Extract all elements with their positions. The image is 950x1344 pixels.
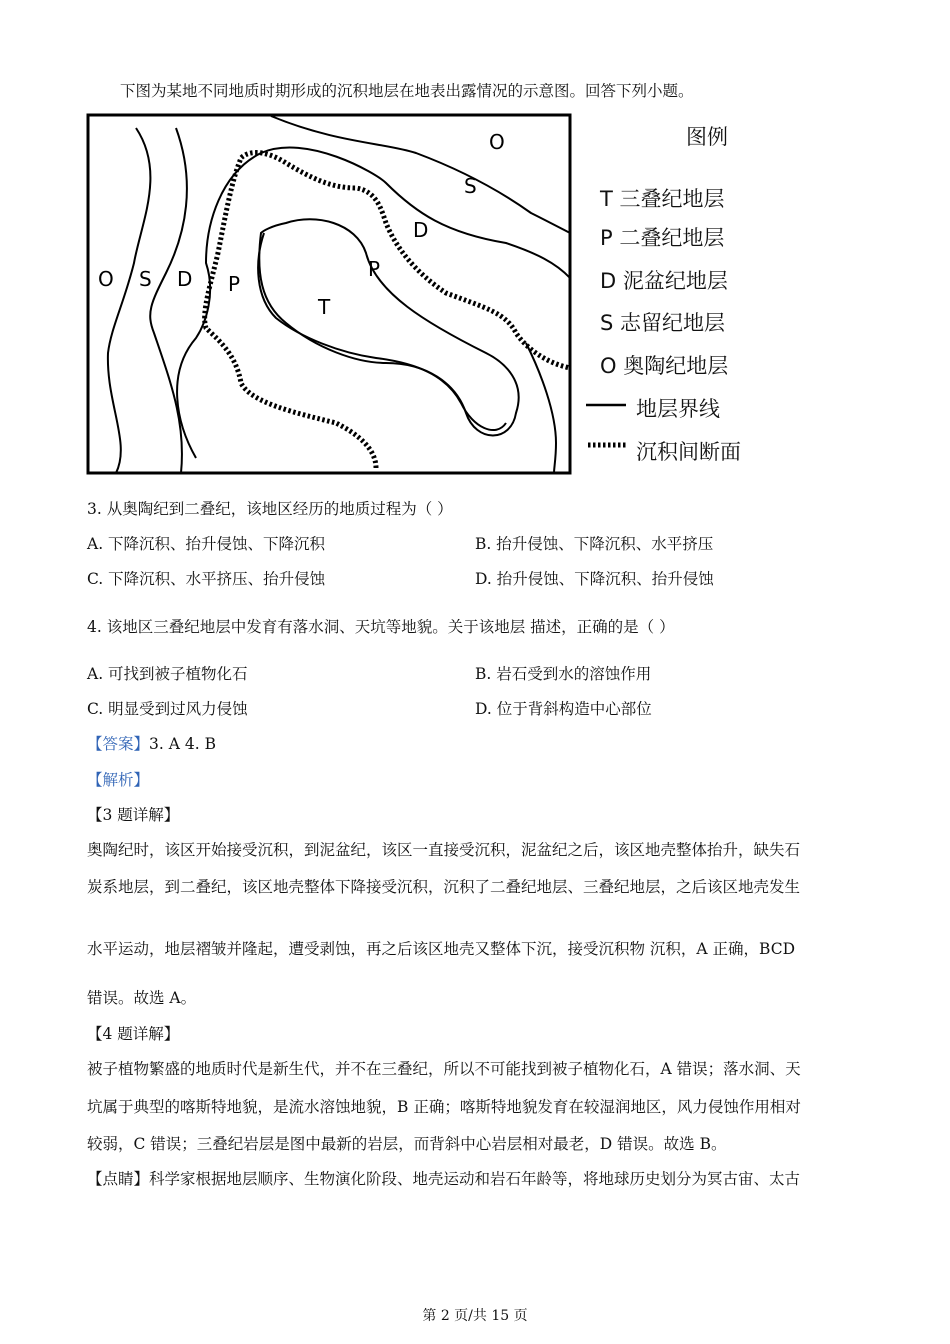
map-label-s-left: S (139, 267, 152, 291)
map-label-d-left: D (177, 267, 193, 291)
detail3-line1: 奥陶纪时，该区开始接受沉积，到泥盆纪，该区一直接受沉积，泥盆纪之后，该区地壳整体抬升，缺失石 (87, 841, 801, 859)
legend-item-p: P 二叠纪地层 (600, 226, 725, 250)
boundary-o-s-upper (271, 116, 570, 233)
legend-item-s: S 志留纪地层 (600, 311, 726, 335)
map-label-d-upper: D (413, 218, 429, 242)
page-footer: 第 2 页/共 15 页 (422, 1308, 528, 1324)
boundary-p-t (258, 233, 506, 430)
legend-unconformity: 沉积间断面 (636, 440, 741, 464)
legend-item-t: T 三叠纪地层 (600, 187, 725, 211)
q4-option-a: A. 可找到被子植物化石 (87, 665, 248, 683)
detail3-line3: 水平运动，地层褶皱并隆起，遭受剥蚀，再之后该区地壳又整体下沉，接受沉积物 沉积，A 正确，BCD (87, 940, 796, 958)
detail3-tag: 【3 题详解】 (87, 806, 180, 824)
legend-boundary: 地层界线 (636, 397, 720, 421)
tip-text: 科学家根据地层顺序、生物演化阶段、地壳运动和岩石年龄等，将地球历史划分为冥古宙、太古 (149, 1170, 801, 1188)
map-label-o-upper: O (489, 130, 505, 154)
q4-option-b: B. 岩石受到水的溶蚀作用 (475, 665, 652, 683)
boundary-d-p (259, 219, 518, 435)
map-label-s-upper: S (464, 174, 477, 198)
detail4-line1: 被子植物繁盛的地质时代是新生代，并不在三叠纪，所以不可能找到被子植物化石，A 错误；落水洞、天 (87, 1060, 801, 1078)
q3-stem: 3. 从奥陶纪到二叠纪，该地区经历的地质过程为（ ） (87, 500, 453, 518)
map-label-t: T (318, 295, 331, 319)
detail4-tag: 【4 题详解】 (87, 1025, 180, 1043)
legend-line-icons (586, 398, 630, 458)
map-label-o-left: O (98, 267, 114, 291)
q4-stem: 4. 该地区三叠纪地层中发育有落水洞、天坑等地貌。关于该地层 描述，正确的是（ ） (87, 618, 675, 636)
map-label-p-upper: P (368, 257, 381, 281)
detail4-line3: 较弱，C 错误；三叠纪岩层是图中最新的岩层，而背斜中心岩层相对最老，D 错误。故选 B。 (87, 1135, 727, 1153)
legend-item-o: O 奥陶纪地层 (600, 354, 729, 378)
analysis-tag: 【解析】 (87, 771, 150, 789)
map-label-p-left: P (228, 272, 241, 296)
detail3-line2: 炭系地层，到二叠纪，该区地壳整体下降接受沉积，沉积了二叠纪地层、三叠纪地层，之后该区地壳发生 (87, 878, 801, 896)
legend-item-d: D 泥盆纪地层 (600, 269, 728, 293)
tip-tag: 【点睛】 (87, 1170, 150, 1188)
answer-tag: 【答案】 (87, 735, 150, 753)
q4-option-d: D. 位于背斜构造中心部位 (475, 700, 652, 718)
intro-text: 下图为某地不同地质时期形成的沉积地层在地表出露情况的示意图。回答下列小题。 (120, 82, 694, 100)
boundary-o-s (108, 128, 151, 473)
unconformity-line (205, 153, 570, 468)
q3-option-b: B. 抬升侵蚀、下降沉积、水平挤压 (475, 535, 714, 553)
detail3-line4: 错误。故选 A。 (87, 989, 197, 1007)
detail4-line2: 坑属于典型的喀斯特地貌，是流水溶蚀地貌，B 正确；喀斯特地貌发育在较湿润地区，风力侵蚀作用相对 (87, 1098, 801, 1116)
geologic-map (86, 113, 574, 476)
q3-option-c: C. 下降沉积、水平挤压、抬升侵蚀 (87, 570, 326, 588)
q3-option-a: A. 下降沉积、抬升侵蚀、下降沉积 (87, 535, 326, 553)
q3-option-d: D. 抬升侵蚀、下降沉积、抬升侵蚀 (475, 570, 714, 588)
answer-line (87, 734, 216, 754)
answer-text: 3. A 4. B (149, 735, 216, 753)
tip-line (87, 1169, 800, 1189)
legend-title: 图例 (686, 125, 728, 149)
q4-option-c: C. 明显受到过风力侵蚀 (87, 700, 248, 718)
